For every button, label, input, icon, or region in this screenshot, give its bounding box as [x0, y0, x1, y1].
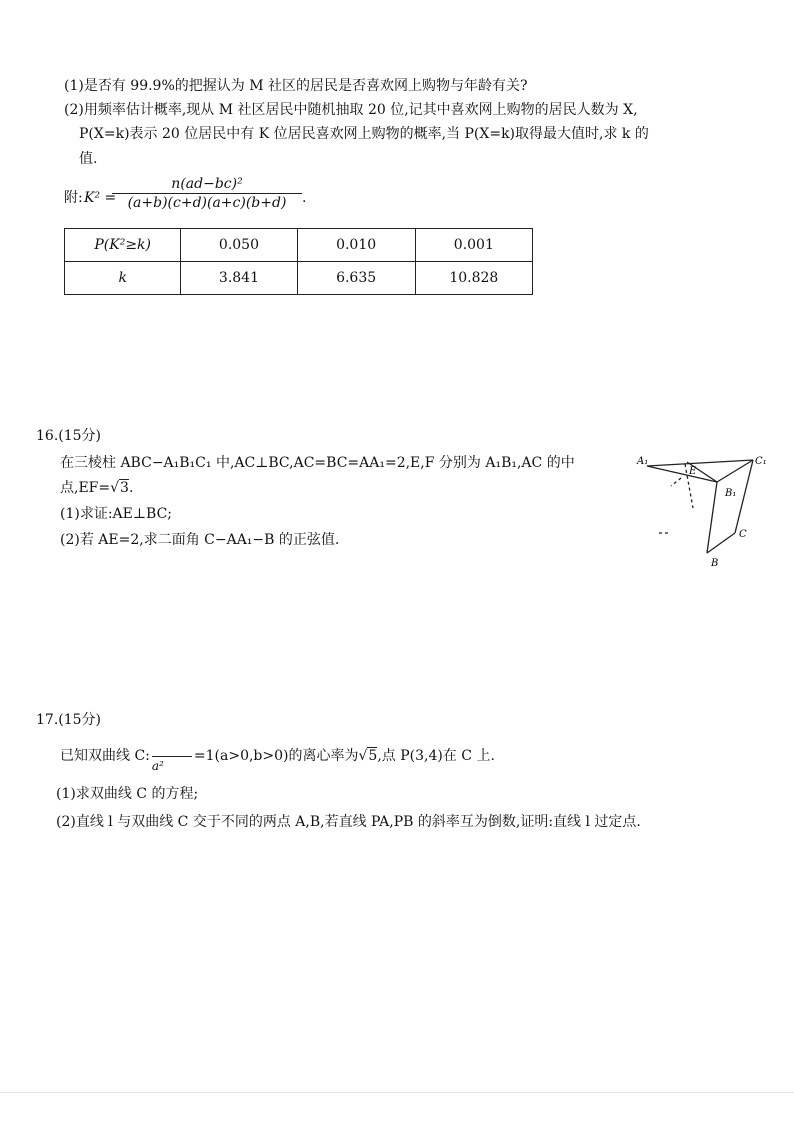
formula-denominator: (a+b)(c+d)(a+c)(b+d)	[127, 195, 287, 211]
sqrt-sign: √	[358, 748, 368, 764]
sqrt-sign: √	[110, 480, 120, 496]
q15-part2-line2: P(X=k)表示 20 位居民中有 K 位居民喜欢网上购物的概率,当 P(X=k)取得最大值时,求 k 的	[79, 126, 649, 142]
table-cell: 3.841	[181, 262, 297, 295]
table-row	[65, 262, 533, 295]
prism-figure	[625, 448, 775, 573]
q15-part2-line1: (2)用频率估计概率,现从 M 社区居民中随机抽取 20 位,记其中喜欢网上购物的居民人数为 X,	[64, 102, 638, 118]
formula-numerator: n(ad−bc)²	[112, 176, 302, 194]
q15-part2-line3: 值.	[79, 151, 98, 167]
table-cell: k	[65, 262, 181, 295]
hyperbola-fraction	[150, 749, 194, 773]
q16-part1: (1)求证:AE⊥BC;	[60, 506, 173, 522]
q16-part2: (2)若 AE=2,求二面角 C−AA₁−B 的正弦值.	[60, 532, 340, 548]
q17-line1	[60, 748, 495, 773]
q16-line2-text: 点,EF=	[60, 480, 111, 496]
label-A1: A₁	[637, 456, 649, 467]
q17-part1: (1)求双曲线 C 的方程;	[56, 786, 199, 802]
q16-line2	[60, 480, 133, 498]
table-cell: 0.001	[415, 229, 532, 262]
table-row	[65, 229, 533, 262]
label-C1: C₁	[755, 456, 767, 467]
table-cell: 0.010	[297, 229, 415, 262]
q17-line1-mid: =1(a>0,b>0)的离心率为	[193, 748, 359, 764]
q17-header: 17.(15分)	[36, 712, 102, 728]
q16-line2-end: .	[128, 480, 134, 496]
q16-header: 16.(15分)	[36, 428, 102, 444]
formula-period: .	[302, 190, 307, 206]
q17-line1-end: ,点 P(3,4)在 C 上.	[377, 748, 495, 764]
table-cell: P(K²≥k)	[65, 229, 181, 262]
fraction-bar	[152, 756, 192, 757]
table-cell: 6.635	[297, 262, 415, 295]
formula-lhs: K² =	[84, 190, 117, 206]
table-cell: 0.050	[181, 229, 297, 262]
q16-radicand: 3	[120, 480, 129, 496]
q16-line1: 在三棱柱 ABC−A₁B₁C₁ 中,AC⊥BC,AC=BC=AA₁=2,E,F 分别为 A₁B₁,AC 的中	[60, 455, 575, 471]
fraction-denominator: a²	[151, 759, 164, 773]
q17-radicand: 5	[368, 748, 378, 764]
appendix-label: 附:	[64, 190, 83, 206]
label-B: B	[711, 558, 719, 569]
page-bottom-rule	[0, 1092, 794, 1093]
q17-part2: (2)直线 l 与双曲线 C 交于不同的两点 A,B,若直线 PA,PB 的斜率互为倒数,证明:直线 l 过定点.	[56, 814, 641, 830]
label-C: C	[739, 529, 747, 540]
q17-line1-start: 已知双曲线 C:	[60, 748, 150, 764]
q15-part1: (1)是否有 99.9%的把握认为 M 社区的居民是否喜欢网上购物与年龄有关?	[64, 78, 528, 94]
formula-fraction	[112, 176, 302, 211]
label-B1: B₁	[725, 488, 737, 499]
label-E: E	[689, 466, 697, 477]
table-cell: 10.828	[415, 262, 532, 295]
critical-value-table	[64, 228, 533, 295]
